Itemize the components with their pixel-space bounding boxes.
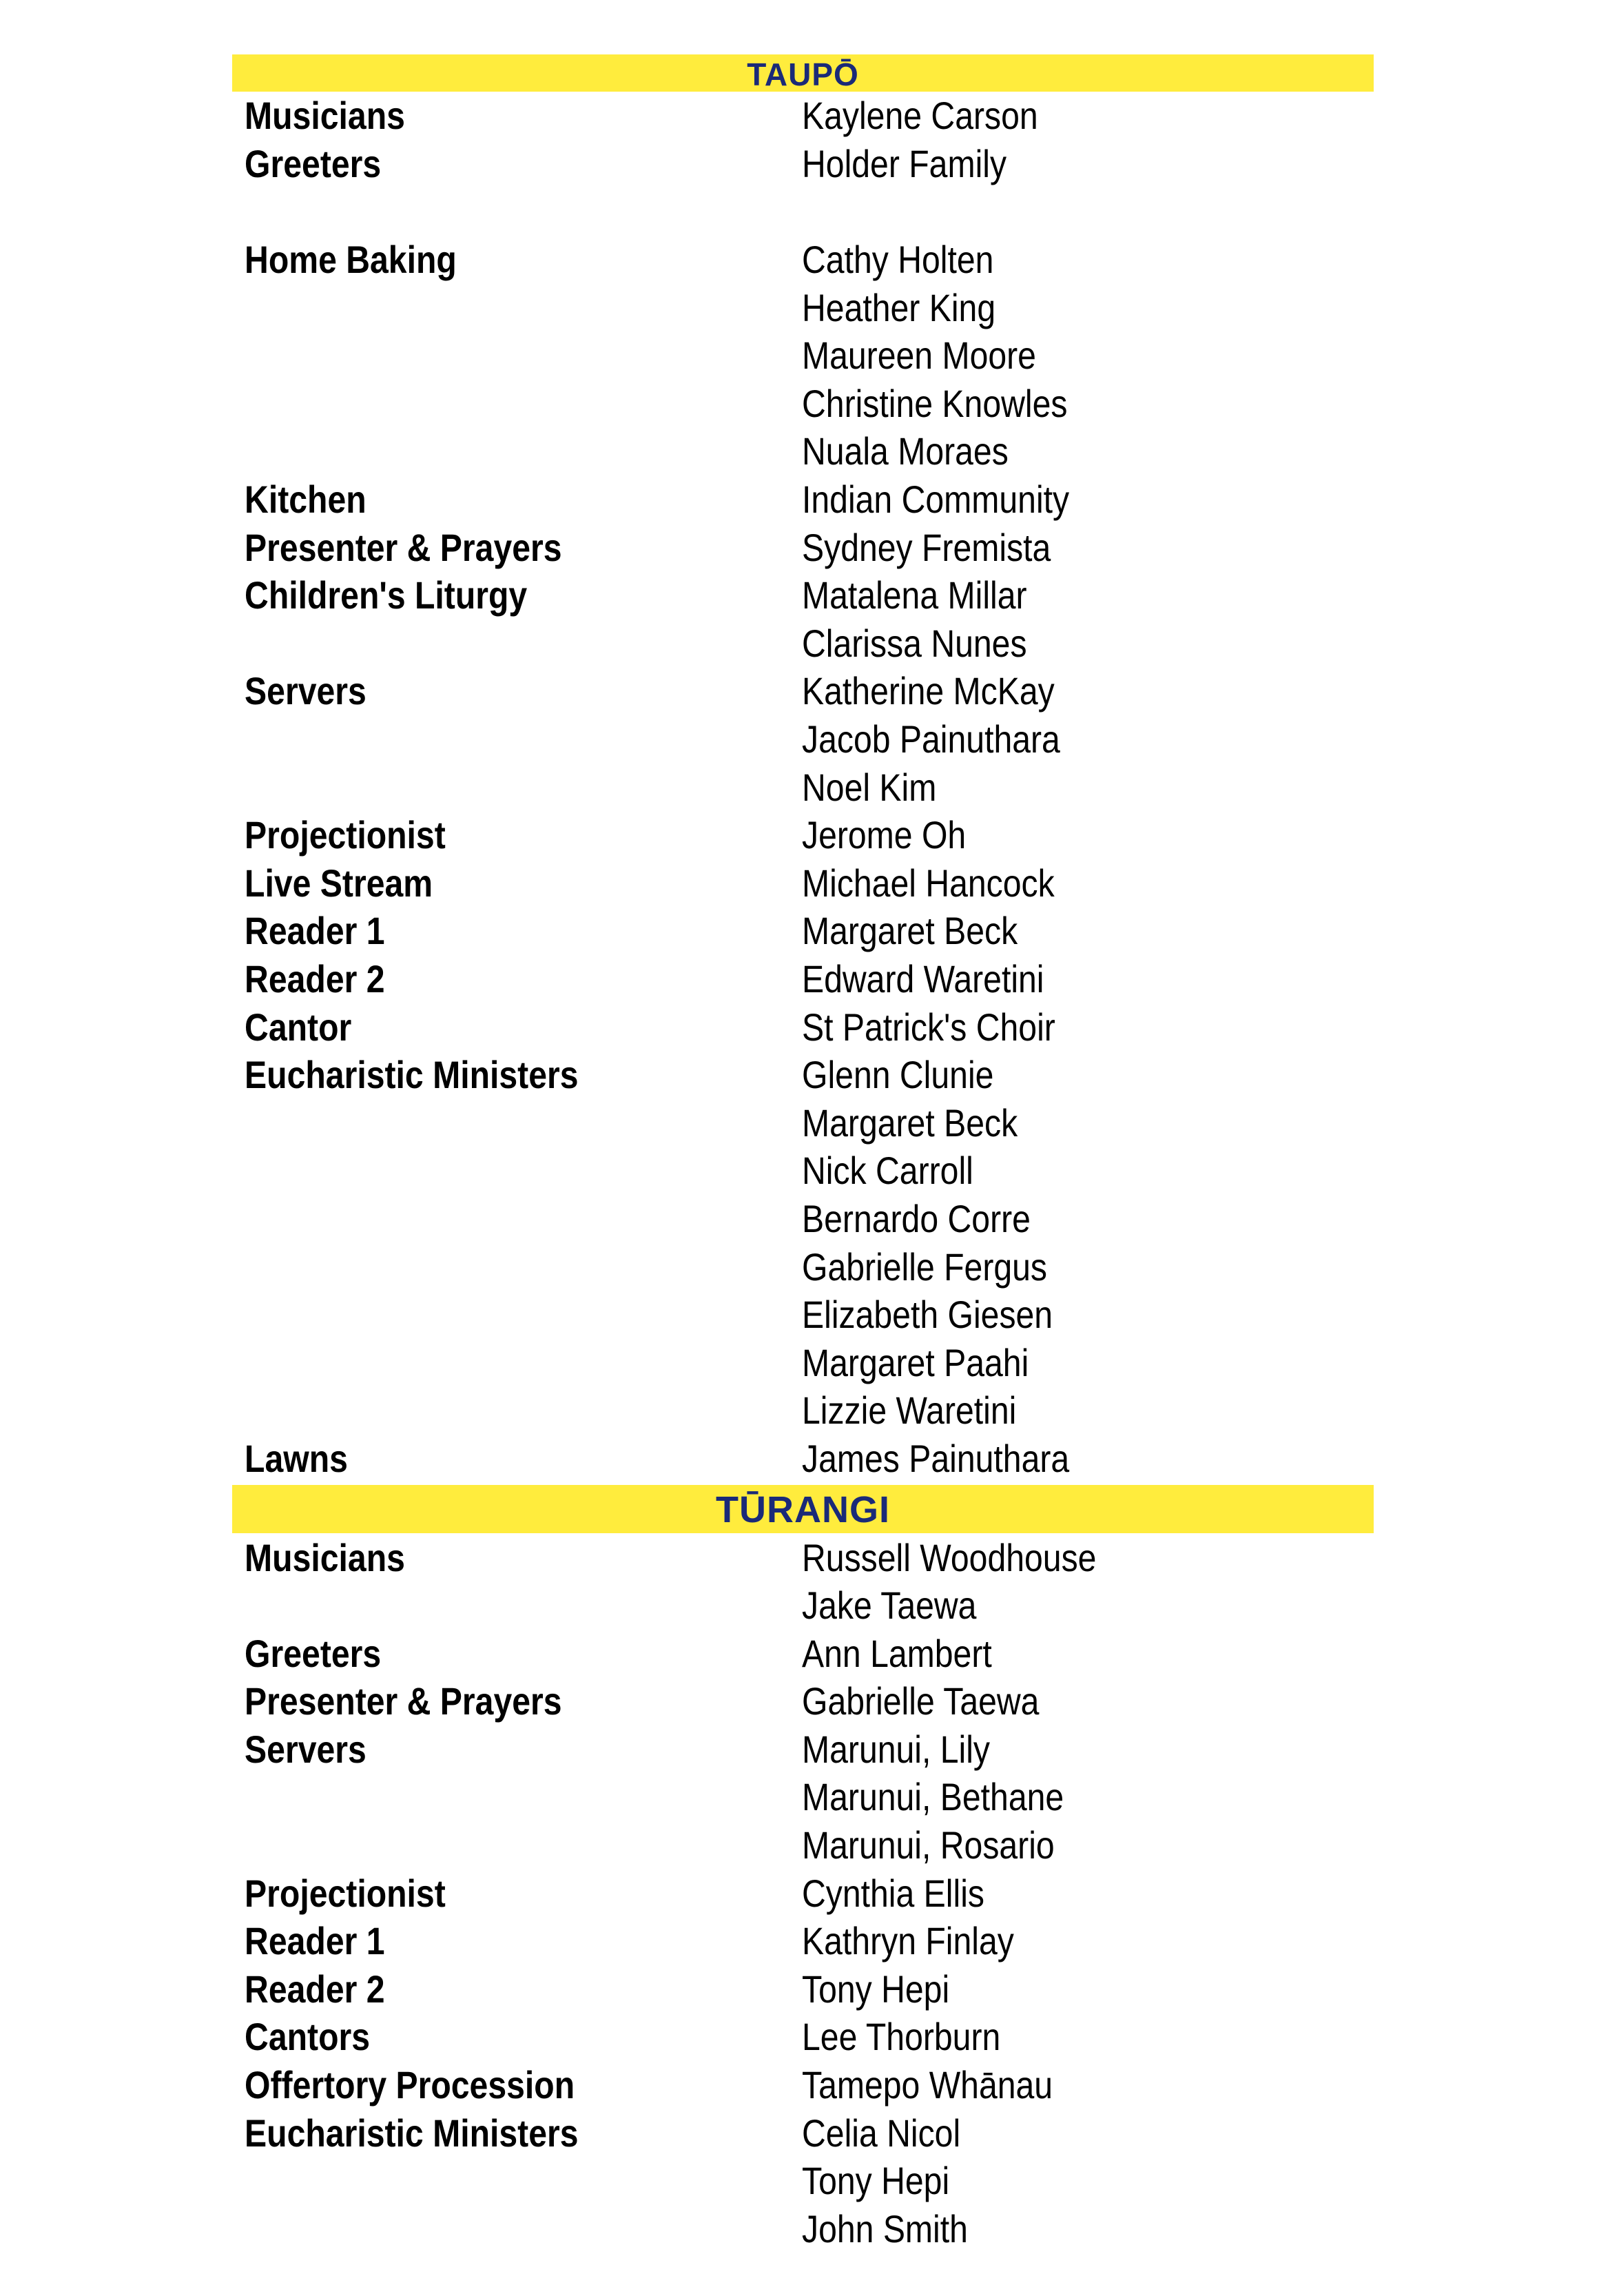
volunteer-name: Katherine McKay <box>802 669 1055 713</box>
roster-row <box>232 1147 1374 1195</box>
volunteer-name: Kaylene Carson <box>802 94 1038 138</box>
roster-document <box>232 54 1374 2253</box>
volunteer-name: Lizzie Waretini <box>802 1388 1017 1433</box>
volunteer-name: Sydney Fremista <box>802 525 1051 569</box>
volunteer-name: Ann Lambert <box>802 1631 992 1675</box>
volunteer-name: Marunui, Rosario <box>802 1823 1055 1867</box>
roster-row <box>232 1435 1374 1483</box>
roster-row <box>232 667 1374 715</box>
volunteer-name: Margaret Beck <box>802 1100 1018 1145</box>
role-label: Cantor <box>245 1005 352 1049</box>
roster-row <box>232 283 1374 331</box>
roster-row <box>232 1386 1374 1435</box>
section-header: TŪRANGI <box>232 1485 1374 1533</box>
volunteer-name: Clarissa Nunes <box>802 621 1027 665</box>
roster-row <box>232 1629 1374 1677</box>
roster-row <box>232 236 1374 284</box>
volunteer-name: Marunui, Lily <box>802 1727 991 1771</box>
role-label: Cantors <box>245 2015 371 2059</box>
role-label: Musicians <box>245 1535 405 1579</box>
volunteer-name: James Painuthara <box>802 1436 1070 1480</box>
volunteer-name: Margaret Paahi <box>802 1340 1029 1384</box>
role-label: Kitchen <box>245 478 366 522</box>
roster-row <box>232 1242 1374 1291</box>
roster-row <box>232 92 1374 140</box>
section-rows <box>232 1533 1374 2253</box>
roster-row <box>232 619 1374 668</box>
volunteer-name: Margaret Beck <box>802 909 1018 953</box>
volunteer-name: Gabrielle Fergus <box>802 1244 1048 1289</box>
volunteer-name: Matalena Millar <box>802 573 1027 617</box>
roster-row <box>232 475 1374 524</box>
role-label: Servers <box>245 669 366 713</box>
volunteer-name: Holder Family <box>802 141 1007 185</box>
roster-row <box>232 1773 1374 1821</box>
roster-row <box>232 1917 1374 1965</box>
roster-row <box>232 1338 1374 1386</box>
roster-row <box>232 1965 1374 2013</box>
volunteer-name: Lee Thorburn <box>802 2015 1001 2059</box>
volunteer-name: Cathy Holten <box>802 238 994 282</box>
roster-row <box>232 859 1374 908</box>
volunteer-name: Elizabeth Giesen <box>802 1293 1053 1337</box>
role-label: Children's Liturgy <box>245 573 528 617</box>
volunteer-name: Kathryn Finlay <box>802 1919 1014 1963</box>
role-label: Reader 1 <box>245 909 385 953</box>
role-label: Offertory Procession <box>245 2063 575 2107</box>
roster-row <box>232 811 1374 859</box>
roster-row <box>232 1533 1374 1581</box>
roster-row <box>232 1098 1374 1147</box>
roster-row <box>232 1725 1374 1774</box>
volunteer-name: Bernardo Corre <box>802 1196 1031 1240</box>
role-label: Presenter & Prayers <box>245 1679 562 1723</box>
role-label: Reader 2 <box>245 956 385 1001</box>
roster-row <box>232 140 1374 188</box>
volunteer-name: Jake Taewa <box>802 1583 977 1628</box>
roster-row <box>232 1291 1374 1339</box>
section-rows <box>232 92 1374 1482</box>
role-label: Home Baking <box>245 238 457 282</box>
role-label: Greeters <box>245 1631 382 1675</box>
roster-row <box>232 571 1374 619</box>
volunteer-name: John Smith <box>802 2206 968 2251</box>
role-label: Musicians <box>245 94 405 138</box>
roster-row <box>232 763 1374 811</box>
volunteer-name: Noel Kim <box>802 765 937 809</box>
roster-row <box>232 2061 1374 2109</box>
section-turangi <box>232 1485 1374 2253</box>
roster-row <box>232 1195 1374 1243</box>
role-label: Live Stream <box>245 861 433 905</box>
roster-row <box>232 955 1374 1003</box>
volunteer-name: Tony Hepi <box>802 2159 950 2203</box>
volunteer-name: Nuala Moraes <box>802 429 1009 473</box>
roster-row <box>232 1821 1374 1869</box>
section-header: TAUPŌ <box>232 54 1374 92</box>
roster-row <box>232 331 1374 380</box>
role-label: Presenter & Prayers <box>245 525 562 569</box>
volunteer-name: Tamepo Whānau <box>802 2063 1053 2107</box>
volunteer-name: Jacob Painuthara <box>802 717 1060 761</box>
role-label: Eucharistic Ministers <box>245 1053 579 1097</box>
volunteer-name: Christine Knowles <box>802 381 1068 425</box>
roster-row <box>232 2109 1374 2157</box>
roster-row <box>232 2205 1374 2253</box>
roster-row <box>232 2013 1374 2061</box>
roster-row <box>232 2157 1374 2205</box>
role-label: Reader 1 <box>245 1919 385 1963</box>
volunteer-name: Russell Woodhouse <box>802 1535 1097 1579</box>
role-label: Lawns <box>245 1436 348 1480</box>
volunteer-name: Jerome Oh <box>802 813 967 857</box>
volunteer-name: Nick Carroll <box>802 1149 973 1193</box>
role-label: Reader 2 <box>245 1967 385 2011</box>
role-label: Eucharistic Ministers <box>245 2111 579 2155</box>
volunteer-name: Maureen Moore <box>802 334 1036 378</box>
section-taupo <box>232 54 1374 1482</box>
roster-row <box>232 380 1374 428</box>
role-label: Projectionist <box>245 1871 446 1915</box>
role-label: Greeters <box>245 141 382 185</box>
volunteer-name: Tony Hepi <box>802 1967 950 2011</box>
volunteer-name: Glenn Clunie <box>802 1053 994 1097</box>
volunteer-name: St Patrick's Choir <box>802 1005 1055 1049</box>
role-label: Servers <box>245 1727 366 1771</box>
roster-row <box>232 427 1374 475</box>
volunteer-name: Indian Community <box>802 478 1070 522</box>
volunteer-name: Marunui, Bethane <box>802 1775 1064 1819</box>
roster-row <box>232 907 1374 955</box>
role-label: Projectionist <box>245 813 446 857</box>
volunteer-name: Michael Hancock <box>802 861 1055 905</box>
volunteer-name: Celia Nicol <box>802 2111 961 2155</box>
volunteer-name: Gabrielle Taewa <box>802 1679 1040 1723</box>
volunteer-name: Edward Waretini <box>802 956 1044 1001</box>
roster-row <box>232 1677 1374 1725</box>
roster-row <box>232 1003 1374 1051</box>
roster-row <box>232 523 1374 571</box>
roster-row <box>232 187 1374 236</box>
roster-row <box>232 1869 1374 1917</box>
volunteer-name: Heather King <box>802 285 996 329</box>
roster-row <box>232 1051 1374 1099</box>
roster-row <box>232 1581 1374 1630</box>
roster-row <box>232 715 1374 763</box>
volunteer-name: Cynthia Ellis <box>802 1871 984 1915</box>
